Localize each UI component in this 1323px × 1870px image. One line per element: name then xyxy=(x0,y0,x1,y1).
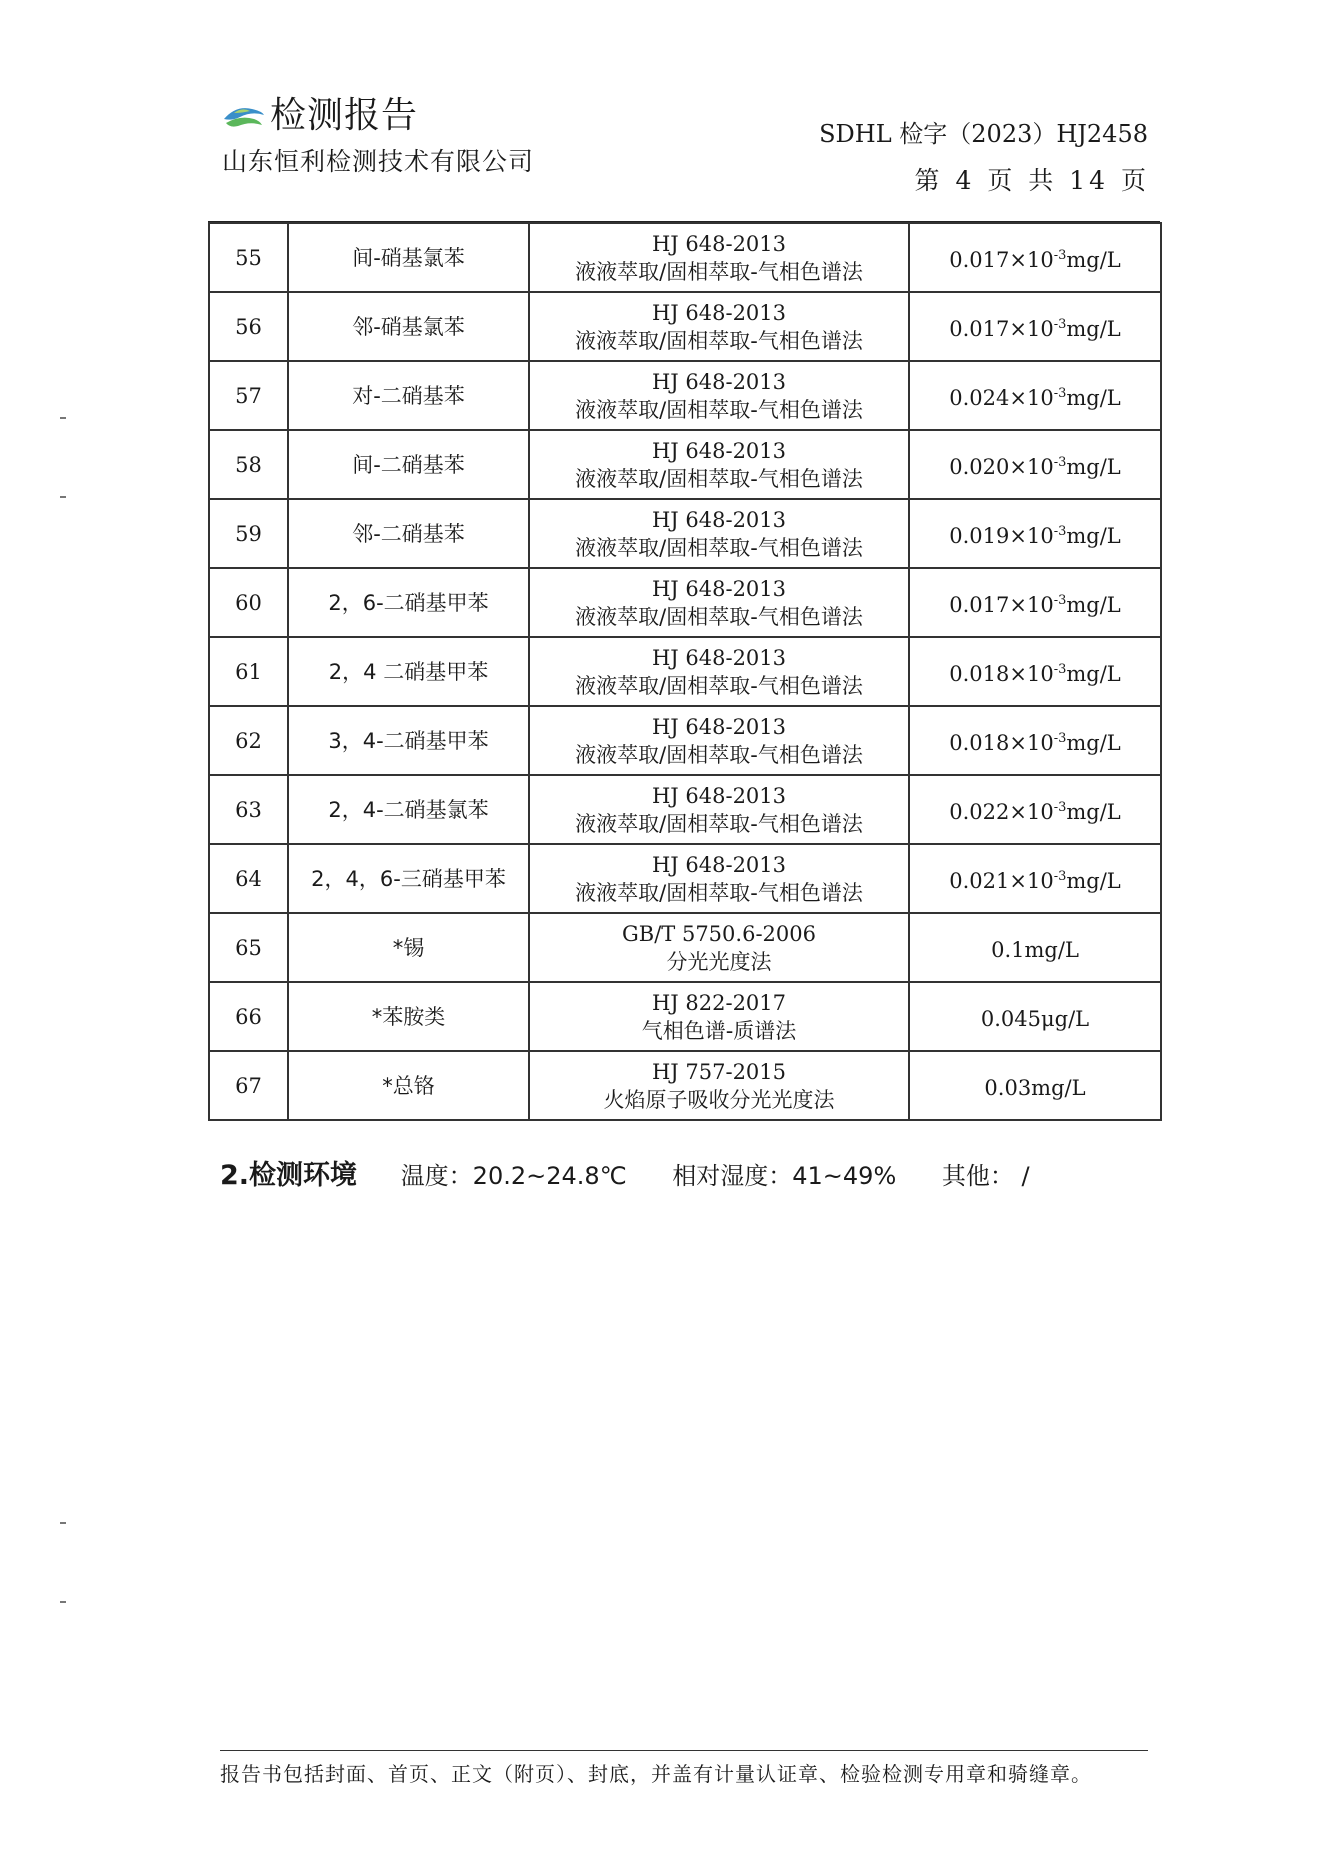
test-item: 2，4，6-三硝基甲苯 xyxy=(288,844,529,913)
table-row xyxy=(209,982,1161,1051)
limit-base: 0.018×10 xyxy=(949,730,1054,755)
method-cell xyxy=(529,913,909,982)
table-row xyxy=(209,913,1161,982)
method-cell xyxy=(529,706,909,775)
row-number: 66 xyxy=(209,982,288,1051)
table-row xyxy=(209,1051,1161,1120)
limit-unit: mg/L xyxy=(1066,523,1121,548)
limit-exponent: -3 xyxy=(1053,661,1067,677)
table-row xyxy=(209,775,1161,844)
limit-base: 0.018×10 xyxy=(949,661,1054,686)
limit-unit: mg/L xyxy=(1066,385,1121,410)
detection-limit xyxy=(909,706,1161,775)
test-item: *总铬 xyxy=(288,1051,529,1120)
table-row xyxy=(209,844,1161,913)
other-conditions: 其他： / xyxy=(941,1162,1030,1190)
margin-mark xyxy=(60,1601,66,1603)
table-row xyxy=(209,223,1161,292)
method-cell xyxy=(529,775,909,844)
method-name: 液液萃取/固相萃取-气相色谱法 xyxy=(575,811,863,836)
limit-exponent: -3 xyxy=(1053,385,1067,401)
method-name: 液液萃取/固相萃取-气相色谱法 xyxy=(575,397,863,422)
limit-base: 0.021×10 xyxy=(949,868,1054,893)
company-logo-icon xyxy=(222,101,266,131)
limit-exponent: -3 xyxy=(1053,523,1067,539)
test-item: 2，6-二硝基甲苯 xyxy=(288,568,529,637)
limit-base: 0.045μg/L xyxy=(980,1006,1090,1031)
standard-code: HJ 822-2017 xyxy=(651,990,787,1015)
test-item: *锡 xyxy=(288,913,529,982)
test-item: 对-二硝基苯 xyxy=(288,361,529,430)
limit-exponent: -3 xyxy=(1053,868,1067,884)
table-row xyxy=(209,430,1161,499)
temperature: 温度：20.2~24.8℃ xyxy=(400,1162,627,1190)
table-row xyxy=(209,706,1161,775)
standard-code: HJ 648-2013 xyxy=(651,645,787,670)
limit-unit: mg/L xyxy=(1066,316,1121,341)
report-number: SDHL 检字（2023）HJ2458 xyxy=(819,120,1148,148)
detection-limit xyxy=(909,430,1161,499)
test-item: 2，4 二硝基甲苯 xyxy=(288,637,529,706)
standard-code: HJ 648-2013 xyxy=(651,438,787,463)
report-title: 检测报告 xyxy=(270,95,419,136)
method-cell xyxy=(529,223,909,292)
method-name: 液液萃取/固相萃取-气相色谱法 xyxy=(575,328,863,353)
standard-code: HJ 648-2013 xyxy=(651,369,787,394)
row-number: 56 xyxy=(209,292,288,361)
limit-base: 0.1mg/L xyxy=(991,937,1079,962)
limit-unit: mg/L xyxy=(1066,247,1121,272)
test-item: 间-硝基氯苯 xyxy=(288,223,529,292)
method-cell xyxy=(529,637,909,706)
limit-exponent: -3 xyxy=(1053,454,1067,470)
company-name: 山东恒利检测技术有限公司 xyxy=(222,147,535,176)
detection-limit xyxy=(909,292,1161,361)
detection-limit xyxy=(909,361,1161,430)
table-body xyxy=(209,223,1161,1120)
page-info: 第 4 页 共 14 页 xyxy=(914,166,1150,195)
row-number: 58 xyxy=(209,430,288,499)
limit-exponent: -3 xyxy=(1053,799,1067,815)
standard-code: HJ 648-2013 xyxy=(651,300,787,325)
footer-rule xyxy=(220,1750,1148,1751)
test-item: 3，4-二硝基甲苯 xyxy=(288,706,529,775)
detection-limit xyxy=(909,775,1161,844)
row-number: 55 xyxy=(209,223,288,292)
footer-note: 报告书包括封面、首页、正文（附页）、封底，并盖有计量认证章、检验检测专用章和骑缝章。 xyxy=(220,1762,1092,1786)
method-name: 液液萃取/固相萃取-气相色谱法 xyxy=(575,466,863,491)
limit-base: 0.017×10 xyxy=(949,247,1054,272)
method-cell xyxy=(529,361,909,430)
row-number: 59 xyxy=(209,499,288,568)
standard-code: HJ 648-2013 xyxy=(651,783,787,808)
detection-limit xyxy=(909,637,1161,706)
method-cell xyxy=(529,982,909,1051)
limit-base: 0.022×10 xyxy=(949,799,1054,824)
method-name: 液液萃取/固相萃取-气相色谱法 xyxy=(575,535,863,560)
row-number: 62 xyxy=(209,706,288,775)
limit-base: 0.019×10 xyxy=(949,523,1054,548)
limit-base: 0.024×10 xyxy=(949,385,1054,410)
test-item: 间-二硝基苯 xyxy=(288,430,529,499)
method-cell xyxy=(529,499,909,568)
row-number: 63 xyxy=(209,775,288,844)
limit-exponent: -3 xyxy=(1053,247,1067,263)
environment-heading: 2.检测环境 xyxy=(220,1160,358,1191)
test-item: 邻-硝基氯苯 xyxy=(288,292,529,361)
method-name: 气相色谱-质谱法 xyxy=(641,1018,797,1043)
test-item: 邻-二硝基苯 xyxy=(288,499,529,568)
test-item: *苯胺类 xyxy=(288,982,529,1051)
limit-base: 0.020×10 xyxy=(949,454,1054,479)
method-name: 火焰原子吸收分光光度法 xyxy=(603,1087,835,1112)
detection-limit xyxy=(909,844,1161,913)
test-item: 2，4-二硝基氯苯 xyxy=(288,775,529,844)
detection-limit xyxy=(909,499,1161,568)
method-cell xyxy=(529,844,909,913)
method-name: 液液萃取/固相萃取-气相色谱法 xyxy=(575,673,863,698)
method-name: 分光光度法 xyxy=(666,949,772,974)
humidity: 相对湿度：41~49% xyxy=(672,1162,897,1190)
limit-unit: mg/L xyxy=(1066,730,1121,755)
row-number: 60 xyxy=(209,568,288,637)
row-number: 65 xyxy=(209,913,288,982)
limit-base: 0.03mg/L xyxy=(984,1075,1086,1100)
standard-code: HJ 648-2013 xyxy=(651,714,787,739)
limit-base: 0.017×10 xyxy=(949,592,1054,617)
limit-exponent: -3 xyxy=(1053,592,1067,608)
row-number: 57 xyxy=(209,361,288,430)
detection-limit xyxy=(909,982,1161,1051)
detection-limit xyxy=(909,1051,1161,1120)
limit-unit: mg/L xyxy=(1066,592,1121,617)
standard-code: HJ 648-2013 xyxy=(651,576,787,601)
standard-code: HJ 648-2013 xyxy=(651,231,787,256)
test-items-table xyxy=(208,222,1162,1121)
method-name: 液液萃取/固相萃取-气相色谱法 xyxy=(575,259,863,284)
detection-limit xyxy=(909,568,1161,637)
standard-code: GB/T 5750.6-2006 xyxy=(622,921,816,946)
table-row xyxy=(209,361,1161,430)
method-cell xyxy=(529,292,909,361)
table-row xyxy=(209,568,1161,637)
standard-code: HJ 648-2013 xyxy=(651,507,787,532)
limit-unit: mg/L xyxy=(1066,661,1121,686)
standard-code: HJ 648-2013 xyxy=(651,852,787,877)
row-number: 67 xyxy=(209,1051,288,1120)
table-row xyxy=(209,499,1161,568)
margin-mark xyxy=(60,1522,66,1524)
row-number: 64 xyxy=(209,844,288,913)
environment-line xyxy=(220,1153,1068,1192)
margin-mark xyxy=(60,496,66,498)
detection-limit xyxy=(909,913,1161,982)
report-header-left xyxy=(222,96,534,178)
limit-unit: mg/L xyxy=(1066,454,1121,479)
margin-mark xyxy=(60,417,66,419)
method-name: 液液萃取/固相萃取-气相色谱法 xyxy=(575,604,863,629)
table-row xyxy=(209,292,1161,361)
table-row xyxy=(209,637,1161,706)
limit-exponent: -3 xyxy=(1053,316,1067,332)
method-cell xyxy=(529,430,909,499)
method-cell xyxy=(529,568,909,637)
limit-base: 0.017×10 xyxy=(949,316,1054,341)
limit-unit: mg/L xyxy=(1066,799,1121,824)
row-number: 61 xyxy=(209,637,288,706)
limit-exponent: -3 xyxy=(1053,730,1067,746)
detection-limit xyxy=(909,223,1161,292)
method-name: 液液萃取/固相萃取-气相色谱法 xyxy=(575,742,863,767)
limit-unit: mg/L xyxy=(1066,868,1121,893)
method-cell xyxy=(529,1051,909,1120)
method-name: 液液萃取/固相萃取-气相色谱法 xyxy=(575,880,863,905)
report-header-right xyxy=(819,114,1148,197)
standard-code: HJ 757-2015 xyxy=(651,1059,787,1084)
